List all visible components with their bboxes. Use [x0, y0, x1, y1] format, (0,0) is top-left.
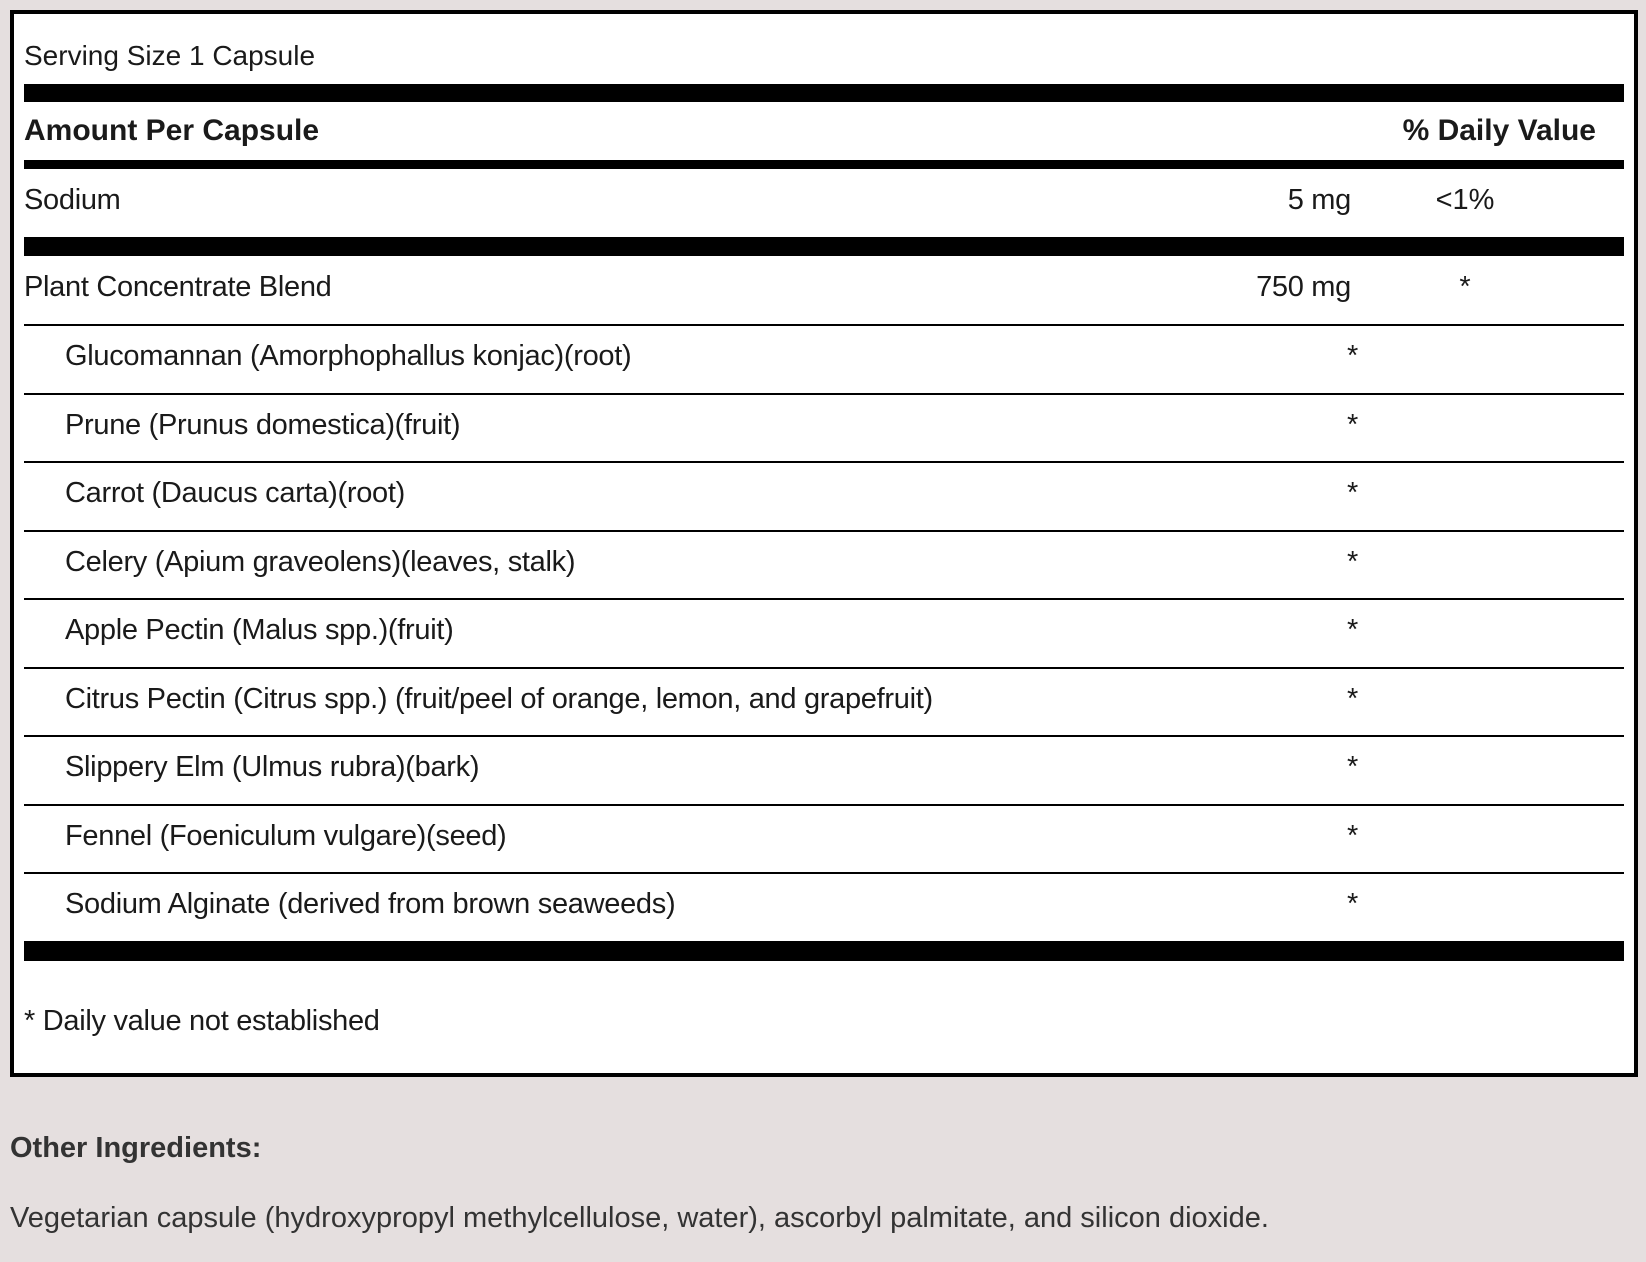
ingredient-amount: * [1347, 820, 1358, 852]
ingredient-row [24, 395, 1624, 465]
ingredient-amount: * [1347, 409, 1358, 441]
thick-divider-middle [24, 237, 1624, 256]
medium-divider [24, 160, 1624, 169]
other-ingredients-title: Other Ingredients: [10, 1132, 262, 1164]
ingredient-name: Apple Pectin (Malus spp.)(fruit) [65, 614, 454, 646]
ingredient-amount: * [1347, 340, 1358, 372]
supplement-facts-inner [24, 14, 1624, 1073]
ingredient-row [24, 874, 1624, 944]
ingredient-name: Celery (Apium graveolens)(leaves, stalk) [65, 546, 576, 578]
nutrient-name: Sodium [24, 184, 121, 216]
ingredient-name: Slippery Elm (Ulmus rubra)(bark) [65, 751, 480, 783]
ingredient-name: Carrot (Daucus carta)(root) [65, 477, 405, 509]
ingredient-row [24, 669, 1624, 739]
ingredient-amount: * [1347, 546, 1358, 578]
ingredient-amount: * [1347, 477, 1358, 509]
nutrient-amount: 5 mg [1287, 184, 1351, 216]
ingredient-amount: * [1347, 683, 1358, 715]
ingredient-amount: * [1347, 751, 1358, 783]
ingredient-name: Glucomannan (Amorphophallus konjac)(root) [65, 340, 632, 372]
serving-size: Serving Size 1 Capsule [24, 40, 316, 71]
ingredient-name: Citrus Pectin (Citrus spp.) (fruit/peel of orange, lemon, and grapefruit) [65, 683, 933, 715]
ingredient-row [24, 326, 1624, 396]
blend-daily-value: * [1459, 271, 1471, 303]
ingredient-amount: * [1347, 888, 1358, 920]
thick-divider-top [24, 84, 1624, 102]
supplement-facts-panel [10, 10, 1638, 1077]
column-header-row [24, 115, 1624, 147]
ingredient-name: Prune (Prunus domestica)(fruit) [65, 409, 461, 441]
ingredient-row [24, 532, 1624, 602]
blend-name: Plant Concentrate Blend [24, 271, 332, 303]
ingredient-row [24, 737, 1624, 807]
ingredient-row [24, 463, 1624, 533]
ingredient-row [24, 806, 1624, 876]
amount-per-capsule-label: Amount Per Capsule [24, 114, 320, 147]
other-ingredients-text: Vegetarian capsule (hydroxypropyl methylcellulose, water), ascorbyl palmitate, and silicon dioxide. [10, 1202, 1269, 1234]
ingredient-name: Fennel (Foeniculum vulgare)(seed) [65, 820, 507, 852]
ingredient-row [24, 600, 1624, 670]
blend-row [24, 257, 1624, 327]
footnote: * Daily value not established [24, 1005, 380, 1037]
ingredient-amount: * [1347, 614, 1358, 646]
blend-amount: 750 mg [1256, 271, 1351, 303]
ingredient-name: Sodium Alginate (derived from brown seaweeds) [65, 888, 676, 920]
thick-divider-bottom [24, 941, 1624, 961]
nutrient-daily-value: <1% [1435, 184, 1495, 216]
nutrient-row-sodium [24, 170, 1624, 240]
daily-value-label: % Daily Value [1402, 114, 1596, 147]
